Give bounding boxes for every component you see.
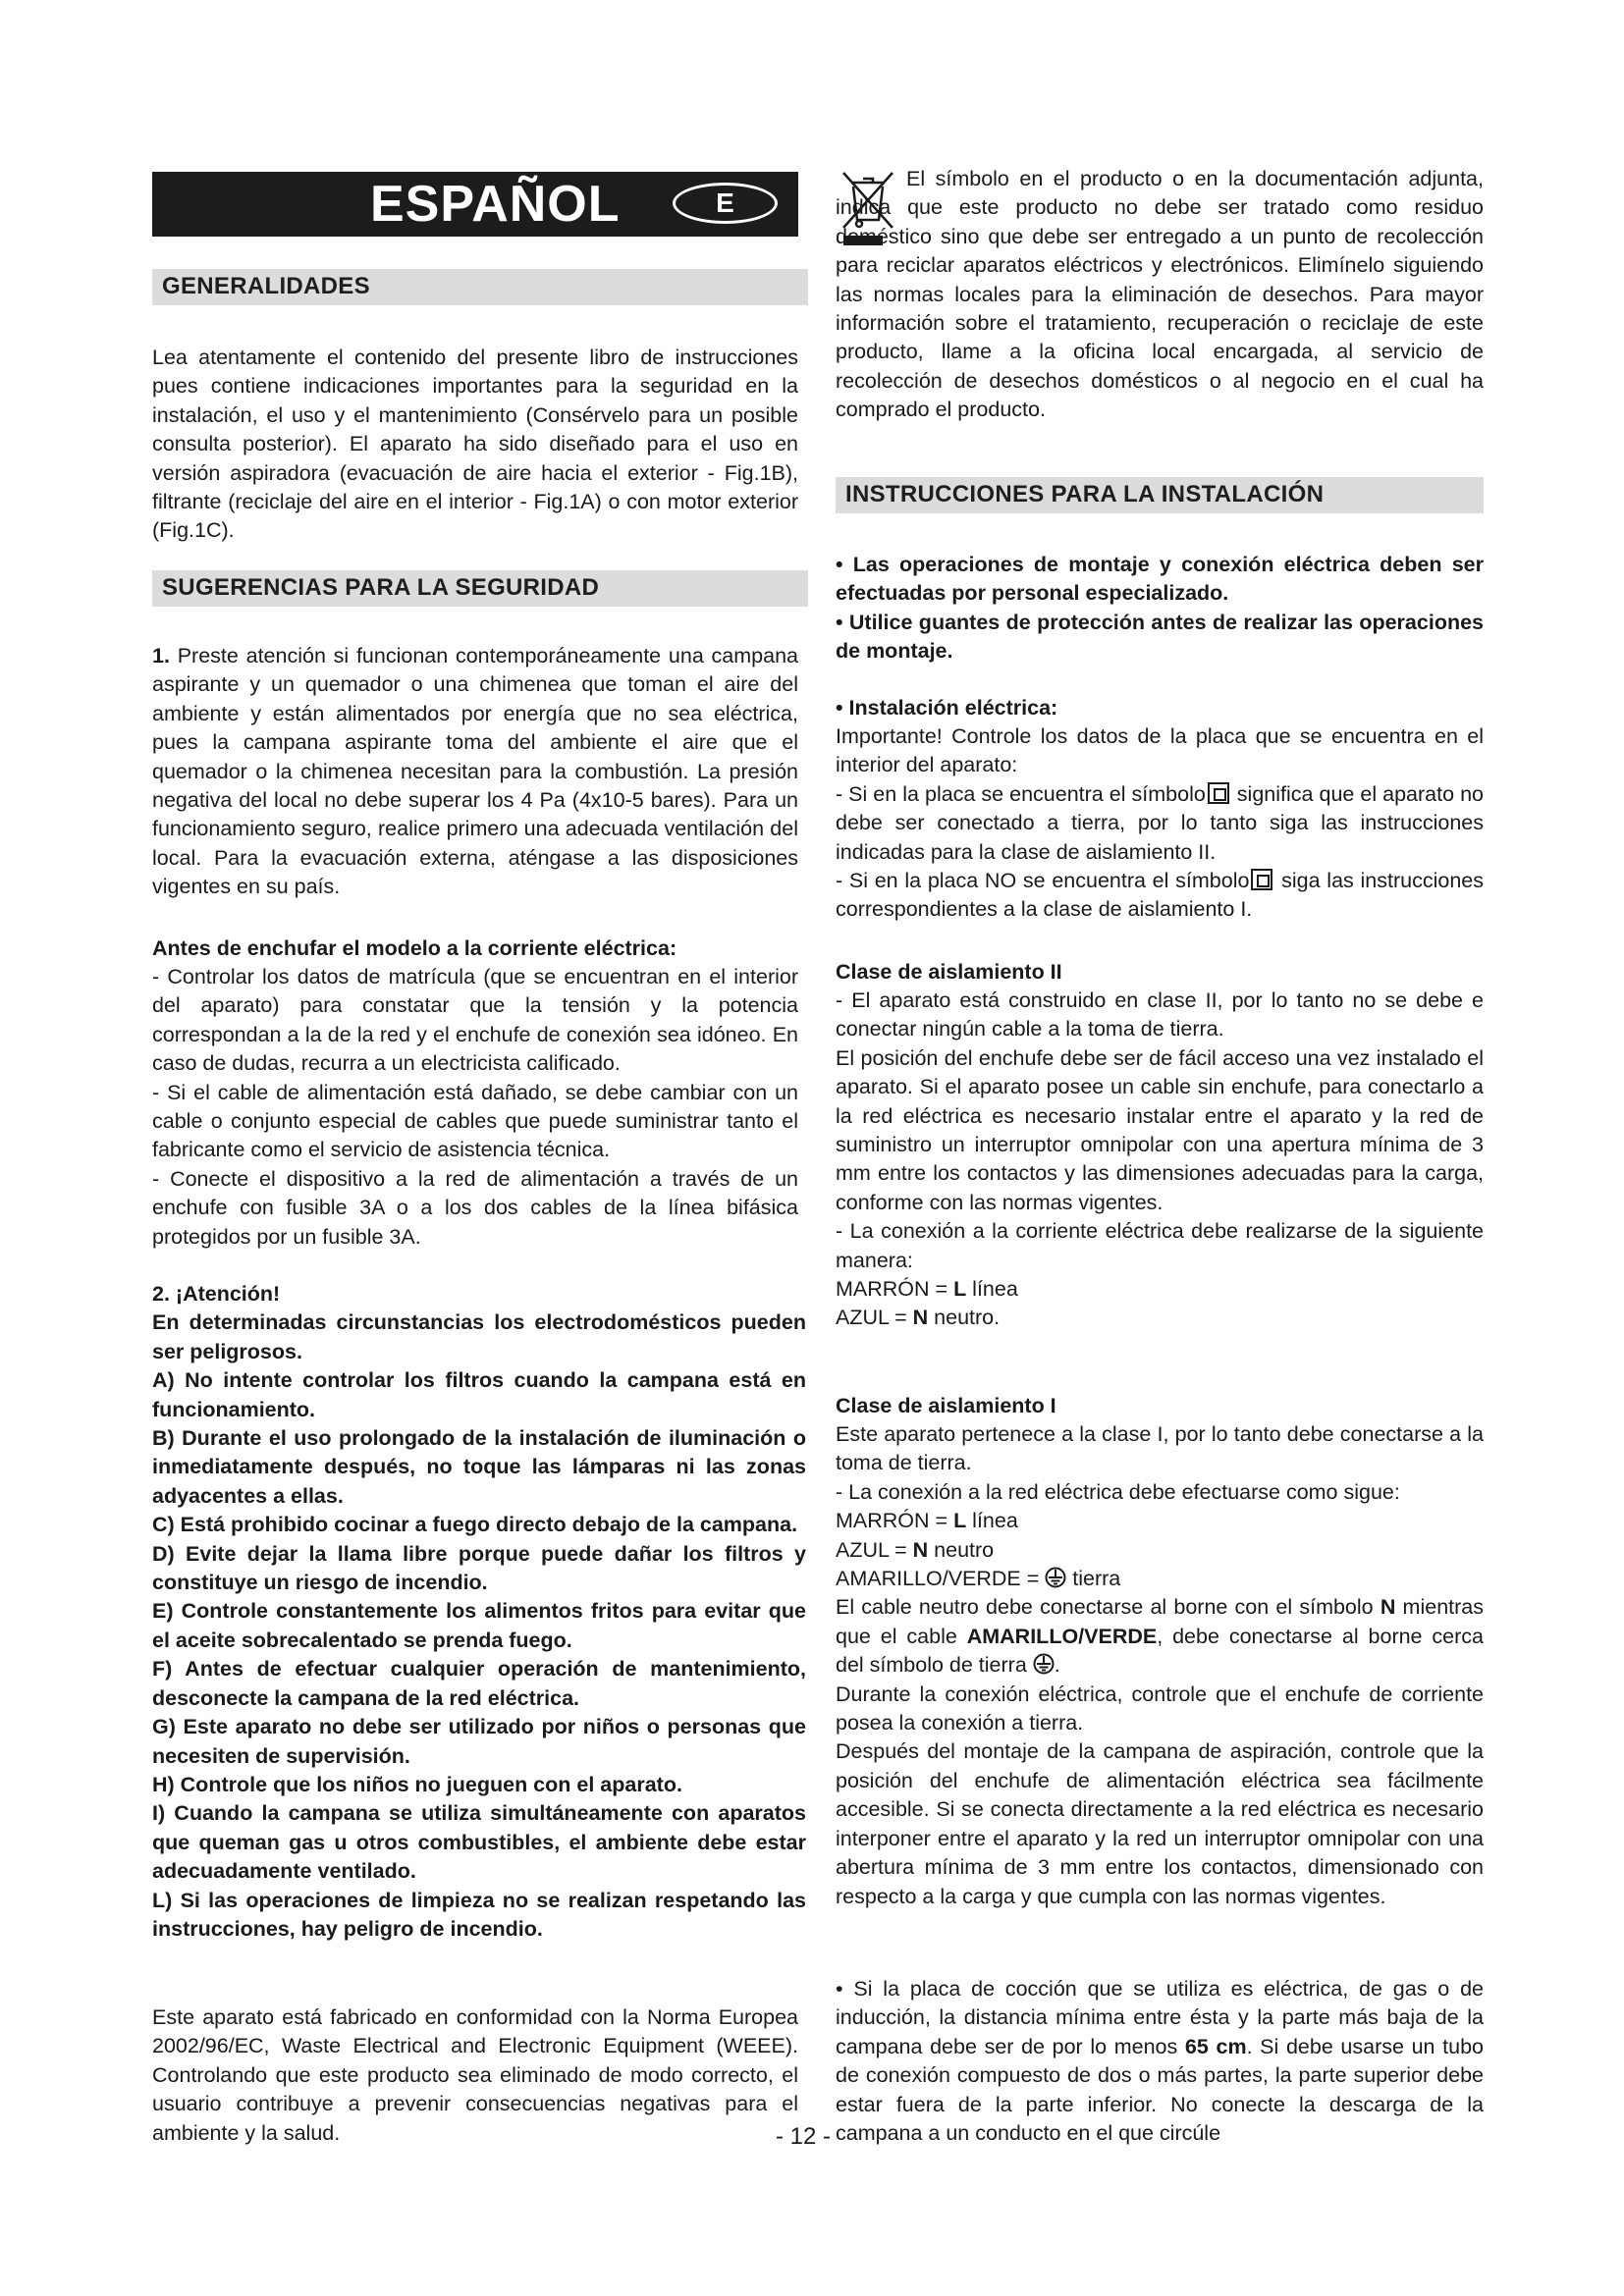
- item-number: 1.: [152, 644, 170, 667]
- electrica-intro: Importante! Controle los datos de la placa que se encuentra en el interior del aparato:: [836, 724, 1484, 777]
- clase1-title: Clase de aislamiento I: [836, 1394, 1056, 1417]
- clase1-azul-n: N: [912, 1537, 929, 1562]
- double-insulation-icon: [1251, 869, 1272, 890]
- double-insulation-icon: [1208, 782, 1229, 804]
- heading-text: INSTRUCCIONES PARA LA INSTALACIÓN: [845, 481, 1325, 507]
- coccion-distance: 65 cm: [1184, 2034, 1247, 2058]
- language-title-bar: [152, 172, 798, 237]
- page-number: - 12 -: [776, 2123, 832, 2150]
- clase1-azul-end: neutro: [928, 1537, 995, 1562]
- clase1-paragraph: [836, 1420, 1484, 1911]
- clase1-neutro-n: N: [1380, 1595, 1396, 1620]
- clase2-title: Clase de aislamiento II: [836, 960, 1062, 984]
- clase1-neutro-b: mientras que el cable: [836, 1595, 1484, 1648]
- earth-ground-icon: [1033, 1653, 1055, 1675]
- clase1-neutro-a: El cable neutro debe conectarse al borne con el símbolo: [836, 1595, 1380, 1620]
- language-title: ESPAÑOL: [370, 176, 621, 233]
- item-text: Preste atención si funcionan contemporáneamente una campana aspirante y un quemador o una chimenea que toman el aire del ambiente y están alimentados por energía que no sea eléctrica, pues la campana aspirante toma del ambiente el aire que el quemador o la chimenea necesitan para la combustión. La presión negativa del local no debe superar los 4 Pa (4x10-5 bares). Para un funcionamiento seguro, realice primero una adecuada ventilación del local. Para la evacuación externa, aténgase a las disposiciones vigentes en su país.: [152, 644, 798, 899]
- heading-text: GENERALIDADES: [162, 273, 370, 299]
- coccion-c: . Si debe usarse un tubo de conexión compuesto de dos o más partes, la parte superior debe estar fuera de la parte inferior. No conecte la descarga de la campana a un conducto en el que circúle: [836, 2034, 1484, 2146]
- earth-ground-icon: [1045, 1567, 1066, 1588]
- clase2-azul: AZUL =: [836, 1306, 913, 1330]
- atencion-list: 2. ¡Atención! En determinadas circunstancias los electrodomésticos pueden ser peligrosos. A) No intente controlar los filtros cuando la campana está en funcionamiento. B) Durante el uso prolongado de la instalación de iluminación o inmediatamente después, no toque las lámparas ni las zonas adyacentes a ellas. C) Está prohibido cocinar a fuego directo debajo de la campana. D) Evite dejar la llama libre porque puede dañar los filtros y constituye un riesgo de incendio. E) Controle constantemente los alimentos fritos para evitar que el aceite sobrecalentado se prenda fuego. F) Antes de efectuar cualquier operación de mantenimiento, desconecte la campana de la red eléctrica. G) Este aparato no debe ser utilizado por niños o personas que necesiten de supervisión. H) Controle que los niños no jueguen con el aparato. I) Cuando la campana se utiliza simultáneamente con aparatos que queman gas u otros combustibles, el ambiente debe estar adecuadamente ventilado. L) Si las operaciones de limpieza no se realizan respetando las instrucciones, hay peligro de incendio.: [152, 1282, 806, 1941]
- electrica-a2: significa que el aparato no debe ser conectado a tierra, por lo tanto siga las instrucciones indicadas para la clase de aislamiento II.: [836, 781, 1484, 864]
- instalacion-bold-bullets: • Las operaciones de montaje y conexión eléctrica deben ser efectuadas por personal especializado. • Utilice guantes de protección antes de realizar las operaciones de montaje.: [836, 553, 1484, 664]
- electrica-title: • Instalación eléctrica:: [836, 696, 1058, 720]
- generalidades-paragraph: Lea atentamente el contenido del presente libro de instrucciones pues contiene indicaciones importantes para la seguridad en la instalación, el uso y el mantenimiento (Consérvelo para un posible consulta posterior). El aparato ha sido diseñado para el uso en versión aspiradora (evacuación de aire hacia el exterior - Fig.1B), filtrante (reciclaje del aire en el interior - Fig.1A) o con motor exterior (Fig.1C).: [152, 346, 798, 543]
- clase1-marron-end: línea: [966, 1509, 1018, 1533]
- clase1-rest: Durante la conexión eléctrica, controle que el enchufe de corriente posea la conexión a tierra. Después del montaje de la campana de aspiración, controle que la posición del enchufe de alimentación eléctrica sea fácilmente accesible. Si se conecta directamente a la red eléctrica es necesario interponer entre el aparato y la red un interruptor omnipolar con una abertura mínima de 3 mm entre los contactos, dimensionado con respecto a la carga y que cumpla con las normas vigentes.: [836, 1682, 1484, 1908]
- language-badge-letter: E: [716, 187, 734, 218]
- clase1-neutro-av: AMARILLO/VERDE: [966, 1624, 1158, 1648]
- clase1-azul: AZUL =: [836, 1537, 913, 1562]
- clase2-marron: MARRÓN =: [836, 1277, 954, 1302]
- electrica-b2: siga las instrucciones correspondientes a la clase de aislamiento I.: [836, 869, 1484, 922]
- enchufar-paragraph: - Controlar los datos de matrícula (que se encuentran en el interior del aparato) para constatar que la tensión y la potencia correspondan a la de la red y el enchufe de conexión sea idóneo. En caso de dudas, recurra a un electricista calificado. - Si el cable de alimentación está dañado, se debe cambiar con un cable o conjunto especial de cables que puede suministrar tanto el fabricante como el servicio de asistencia técnica. - Conecte el dispositivo a la red de alimentación a través de un enchufe con fusible 3A o a los dos cables de la línea bifásica protegidos por un fusible 3A.: [152, 965, 798, 1249]
- clase1-amarillo-end: tierra: [1066, 1567, 1121, 1591]
- electrica-a1: - Si en la placa se encuentra el símbolo: [836, 781, 1206, 806]
- clase2-paragraph: [836, 987, 1484, 1333]
- clase2-body: - El aparato está construido en clase II, por lo tanto no se debe e conectar ningún cable a la toma de tierra. El posición del enchufe debe ser de fácil acceso una vez instalado el aparato. Si el aparato posee un cable sin enchufe, para conectarlo a la red eléctrica es necesario instalar entre el aparato y la red de suministro un interruptor omnipolar con una apertura mínima de 3 mm entre los contactos y las dimensiones adecuadas para la carga, conforme con las normas vigentes. - La conexión a la corriente eléctrica debe realizarse de la siguiente manera:: [836, 988, 1484, 1272]
- weee-symbol-paragraph: El símbolo en el producto o en la documentación adjunta, indica que este producto no debe ser tratado como residuo doméstico sino que debe ser entregado a un punto de recolección para reciclar aparatos eléctricos y electrónicos. Elimínelo siguiendo las normas locales para la eliminación de desechos. Para mayor información sobre el tratamiento, recuperación o reciclaje de este producto, llame a la oficina local encargada, al servicio de recolección de desechos domésticos o al negocio en el cual ha comprado el producto.: [836, 167, 1484, 422]
- clase1-marron-l: L: [953, 1509, 967, 1533]
- heading-text: SUGERENCIAS PARA LA SEGURIDAD: [162, 574, 600, 601]
- section-heading-generalidades: [152, 269, 808, 305]
- coccion-a: • Si la placa de cocción que se utiliza es eléctrica, de gas o de inducción, la distancia mínima entre ésta y la parte más baja de la campana debe ser de por lo menos: [836, 1977, 1484, 2058]
- electrica-b1: - Si en la placa NO se encuentra el símbolo: [836, 869, 1250, 893]
- clase2-azul-end: neutro.: [928, 1306, 1001, 1330]
- clase1-neutro-d: .: [1054, 1653, 1060, 1678]
- sugerencias-paragraph-1: [152, 642, 798, 902]
- enchufar-title: Antes de enchufar el modelo a la corriente eléctrica:: [152, 936, 677, 960]
- clase1-marron: MARRÓN =: [836, 1509, 954, 1533]
- clase1-body: Este aparato pertenece a la clase I, por lo tanto debe conectarse a la toma de tierra. - La conexión a la red eléctrica debe efectuarse como sigue:: [836, 1422, 1484, 1504]
- clase1-neutro-c: , debe conectarse al borne cerca del símbolo de tierra: [836, 1624, 1484, 1678]
- coccion-paragraph: [836, 1975, 1484, 2148]
- electrica-paragraph: [836, 722, 1484, 925]
- section-heading-sugerencias: [152, 570, 808, 607]
- language-badge: [673, 183, 778, 224]
- clase2-marron-end: línea: [966, 1277, 1018, 1302]
- weee-paragraph: Este aparato está fabricado en conformidad con la Norma Europea 2002/96/EC, Waste Electrical and Electronic Equipment (WEEE). Controlando que este producto sea eliminado de modo correcto, el usuario contribuye a prevenir consecuencias negativas para el ambiente y la salud.: [152, 2005, 798, 2145]
- section-heading-instalacion: [836, 477, 1484, 513]
- clase2-azul-n: N: [912, 1306, 929, 1330]
- clase2-marron-l: L: [953, 1277, 967, 1302]
- clase1-amarillo: AMARILLO/VERDE =: [836, 1567, 1046, 1591]
